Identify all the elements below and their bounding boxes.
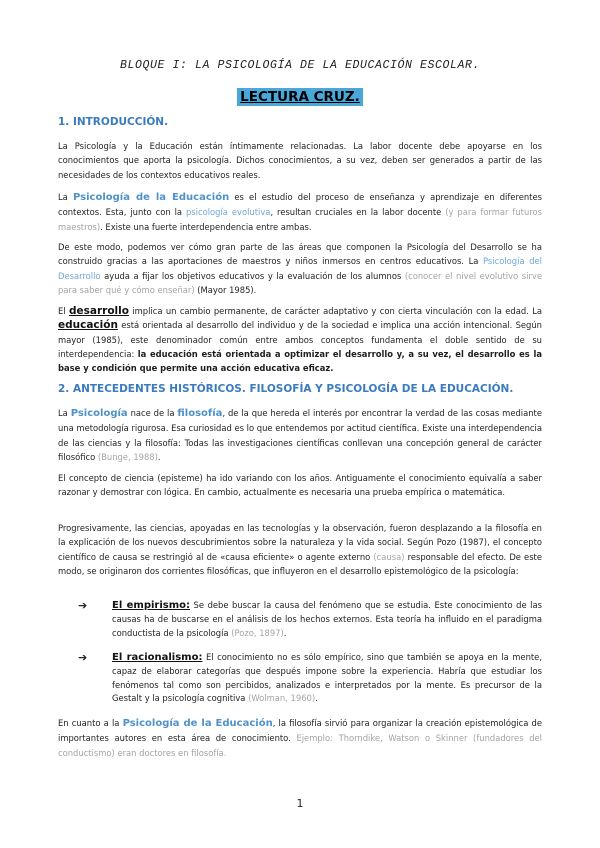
text: ayuda a fijar los objetivos educativos y la evaluación de los alumnos (100, 270, 405, 281)
highlight-term: Psicología (70, 408, 128, 419)
text: , de la que hereda el interés por encontrar la verdad de las cosas mediante una metodología rigurosa. Esa curiosidad es lo que entendemos por actitud científica. Existe una interdependencia de las ciencias y la filosofía: Todas las investigaciones científicas conllevan una concepción general de carácter filosófico (58, 408, 542, 462)
gray-note: (Wolman, 1960) (248, 693, 316, 704)
bold-statement: la educación está orientada a optimizar el desarrollo y, a su vez, el desarrollo es la base y condición que permite una acción educativa eficaz. (58, 348, 542, 374)
lectura-title: LECTURA CRUZ. (237, 88, 363, 106)
term-empirismo: El empirismo: (112, 600, 191, 611)
gray-note: (y para formar futuros maestros) (58, 207, 542, 232)
history-paragraph-4 (58, 716, 542, 760)
intro-paragraph-4 (58, 304, 542, 375)
text: De este modo, podemos ver cómo gran parte de las áreas que componen la Psicología del Desarrollo se ha construido gracias a las aportaciones de maestros y niños inmersos en centros educativos. La (58, 242, 542, 267)
history-paragraph-2: El concepto de ciencia (episteme) ha ido variando con los años. Antiguamente el conocimiento equivalía a saber razonar y demostrar con lógica. En cambio, actualmente es necesaria una prueba empírica o matemática. (58, 473, 542, 498)
section-1-heading: 1. INTRODUCCIÓN. (58, 116, 169, 128)
text: , resultan cruciales en la labor docente (270, 207, 446, 218)
text: (Mayor 1985). (194, 284, 257, 295)
highlight-term: Psicología de la Educación (122, 718, 273, 729)
text: La (58, 408, 71, 418)
history-paragraph-1 (58, 406, 542, 464)
text: En cuanto a la (58, 718, 123, 728)
lectura-title-wrap (58, 86, 542, 106)
text: nace de la (127, 408, 178, 418)
bullet-text (112, 599, 542, 640)
block-title: BLOQUE I: LA PSICOLOGÍA DE LA EDUCACIÓN ESCOLAR. (119, 59, 481, 72)
text: La (58, 192, 73, 202)
bullet-text (112, 651, 542, 706)
text: . (283, 627, 287, 638)
section-2-heading: 2. ANTECEDENTES HISTÓRICOS. FILOSOFÍA Y PSICOLOGÍA DE LA EDUCACIÓN. (58, 383, 514, 395)
gray-note: (causa) (373, 551, 405, 562)
text: . Existe una fuerte interdependencia entre ambas. (100, 221, 312, 232)
highlight-term: Psicología del Desarrollo (58, 256, 542, 281)
text: Se debe buscar la causa del fenómeno que se estudia. Este conocimiento de las causas ha de buscarse en el análisis de los hechos externos. Esta teoría ha influido en el paradigma conductista de la psicología (112, 600, 542, 638)
text: . (157, 451, 161, 462)
gray-note: (conocer el nivel evolutivo sirve para saber qué y cómo enseñar) (58, 270, 542, 295)
text: es el estudio del proceso de enseñanza y aprendizaje en diferentes contextos. Esta, junto con la (58, 192, 542, 218)
text: Progresivamente, las ciencias, apoyadas en las tecnologías y la observación, fueron desplazando a la filosofía en la explicación de los nuevos descubrimientos sobre la naturaleza y la vida social. Según Pozo (1987), el concepto científico de causa se restringió al de «causa eficiente» o agente externo (58, 523, 542, 562)
term-educacion: educación (58, 319, 118, 332)
term-desarrollo: desarrollo (68, 305, 129, 317)
gray-note: (Bunge, 1988) (97, 451, 158, 462)
text: responsable del efecto. De este modo, se originaron dos corrientes filosóficas, que influyeron en el desarrollo epistemológico de la psicología: (58, 551, 542, 576)
arrow-icon: ➔ (78, 599, 88, 612)
text: El conocimiento no es sólo empírico, sino que también se apoya en la mente, capaz de elaborar categorías que después impone sobre la experiencia. Habría que estudiar los fenómenos tal como son percibidos, analizados e interpretados por la mente. Es precursor de la Gestalt y la psicología cognitiva (112, 652, 542, 704)
history-paragraph-3 (58, 521, 542, 578)
intro-paragraph-2 (58, 190, 542, 234)
text: implica un cambio permanente, de carácter adaptativo y con cierta vinculación con la edad. La (128, 306, 543, 316)
highlight-term: Psicología de la Educación (72, 192, 230, 203)
term-racionalismo: El racionalismo: (112, 652, 203, 663)
intro-paragraph-1: La Psicología y la Educación están íntimamente relacionadas. La labor docente debe apoyarse en los conocimientos que aporta la psicología. Dichos conocimientos, a su vez, deben ser generados a partir de las necesidades de los contextos educativos reales. (58, 141, 542, 180)
page-number: 1 (296, 797, 304, 810)
text: El (58, 306, 69, 316)
intro-paragraph-3 (58, 240, 542, 297)
highlight-term: psicología evolutiva (185, 207, 271, 218)
highlight-term: filosofía (177, 408, 223, 419)
text: . (315, 693, 318, 704)
text: está orientada al desarrollo del individuo y de la sociedad e implica una acción intencional. Según mayor (1985), este denominador común entre ambos conceptos fundamenta el doble sentido de su interdependencia: (58, 320, 542, 359)
gray-note: (Pozo, 1897) (231, 627, 284, 638)
gray-note: Ejemplo: Thorndike, Watson o Skinner (fundadores del conductismo) eran doctores en filosofía. (58, 733, 542, 758)
arrow-icon: ➔ (78, 651, 88, 664)
text: , la filosofía sirvió para organizar la creación epistemológica de importantes autores en esta área de conocimiento. (58, 718, 542, 744)
